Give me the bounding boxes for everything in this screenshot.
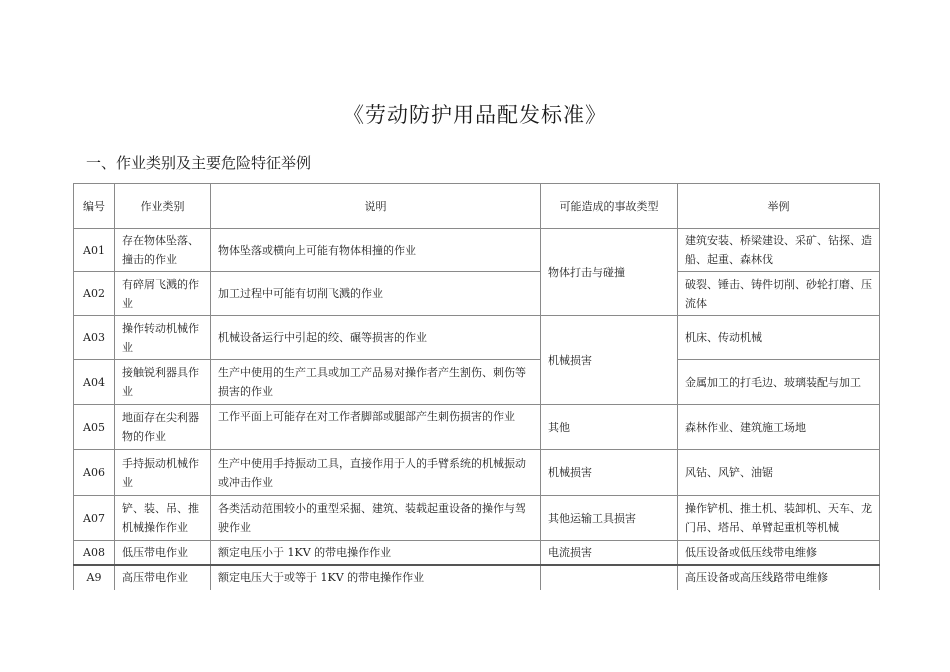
cell-code: A05 bbox=[74, 405, 115, 450]
table-row bbox=[74, 272, 880, 316]
table-row bbox=[74, 229, 880, 272]
cell-category: 有碎屑飞溅的作业 bbox=[115, 272, 211, 316]
cell-category: 高压带电作业 bbox=[115, 565, 211, 590]
cell-category: 地面存在尖利器物的作业 bbox=[115, 405, 211, 450]
cell-example: 高压设备或高压线路带电维修 bbox=[678, 565, 880, 590]
cell-category: 低压带电作业 bbox=[115, 541, 211, 566]
table-row bbox=[74, 450, 880, 496]
cell-description: 工作平面上可能存在对工作者脚部或腿部产生刺伤损害的作业 bbox=[211, 405, 541, 450]
cell-description: 额定电压大于或等于 1KV 的带电操作作业 bbox=[211, 565, 541, 590]
table-header-row bbox=[74, 184, 880, 229]
cell-example: 机床、传动机械 bbox=[678, 316, 880, 360]
header-category: 作业类别 bbox=[115, 184, 211, 229]
cell-description: 额定电压小于 1KV 的带电操作作业 bbox=[211, 541, 541, 566]
cell-code: A03 bbox=[74, 316, 115, 360]
section-heading: 一、作业类别及主要危险特征举例 bbox=[86, 154, 312, 172]
cell-example: 风钻、风铲、油锯 bbox=[678, 450, 880, 496]
cell-example: 低压设备或低压线带电维修 bbox=[678, 541, 880, 566]
cell-accident-type: 机械损害 bbox=[541, 316, 678, 405]
cell-accident-type: 机械损害 bbox=[541, 450, 678, 496]
cell-category: 存在物体坠落、撞击的作业 bbox=[115, 229, 211, 272]
cell-code: A07 bbox=[74, 496, 115, 541]
table-row bbox=[74, 405, 880, 450]
cell-accident-type: 其他运输工具损害 bbox=[541, 496, 678, 541]
cell-category: 接触锐利器具作业 bbox=[115, 360, 211, 405]
cell-example: 金属加工的打毛边、玻璃装配与加工 bbox=[678, 360, 880, 405]
cell-category: 手持振动机械作业 bbox=[115, 450, 211, 496]
hazard-table bbox=[73, 183, 880, 590]
cell-accident-type: 物体打击与碰撞 bbox=[541, 229, 678, 316]
cell-code: A06 bbox=[74, 450, 115, 496]
cell-description: 物体坠落或横向上可能有物体相撞的作业 bbox=[211, 229, 541, 272]
document-title: 《劳动防护用品配发标准》 bbox=[343, 103, 607, 127]
cell-code: A01 bbox=[74, 229, 115, 272]
cell-description: 各类活动范围较小的重型采掘、建筑、装载起重设备的操作与驾驶作业 bbox=[211, 496, 541, 541]
cell-example: 操作铲机、推土机、装卸机、天车、龙门吊、塔吊、单臂起重机等机械 bbox=[678, 496, 880, 541]
cell-accident-type bbox=[541, 565, 678, 590]
cell-category: 铲、装、吊、推机械操作作业 bbox=[115, 496, 211, 541]
cell-code: A02 bbox=[74, 272, 115, 316]
table-row bbox=[74, 360, 880, 405]
table-row bbox=[74, 565, 880, 590]
cell-description: 机械设备运行中引起的绞、碾等损害的作业 bbox=[211, 316, 541, 360]
header-description: 说明 bbox=[211, 184, 541, 229]
cell-description: 生产中使用的生产工具或加工产品易对操作者产生割伤、刺伤等损害的作业 bbox=[211, 360, 541, 405]
header-example: 举例 bbox=[678, 184, 880, 229]
cell-example: 建筑安装、桥梁建设、采矿、钻探、造船、起重、森林伐 bbox=[678, 229, 880, 272]
cell-description: 生产中使用手持振动工具，直接作用于人的手臂系统的机械振动或冲击作业 bbox=[211, 450, 541, 496]
table-row bbox=[74, 316, 880, 360]
table-row bbox=[74, 541, 880, 566]
table-row bbox=[74, 496, 880, 541]
cell-example: 破裂、锤击、铸件切削、砂轮打磨、压流体 bbox=[678, 272, 880, 316]
cell-code: A04 bbox=[74, 360, 115, 405]
cell-code: A08 bbox=[74, 541, 115, 566]
cell-example: 森林作业、建筑施工场地 bbox=[678, 405, 880, 450]
cell-accident-type: 电流损害 bbox=[541, 541, 678, 566]
header-code: 编号 bbox=[74, 184, 115, 229]
header-accident-type: 可能造成的事故类型 bbox=[541, 184, 678, 229]
cell-code: A9 bbox=[74, 565, 115, 590]
cell-description: 加工过程中可能有切削飞溅的作业 bbox=[211, 272, 541, 316]
cell-accident-type: 其他 bbox=[541, 405, 678, 450]
cell-category: 操作转动机械作业 bbox=[115, 316, 211, 360]
